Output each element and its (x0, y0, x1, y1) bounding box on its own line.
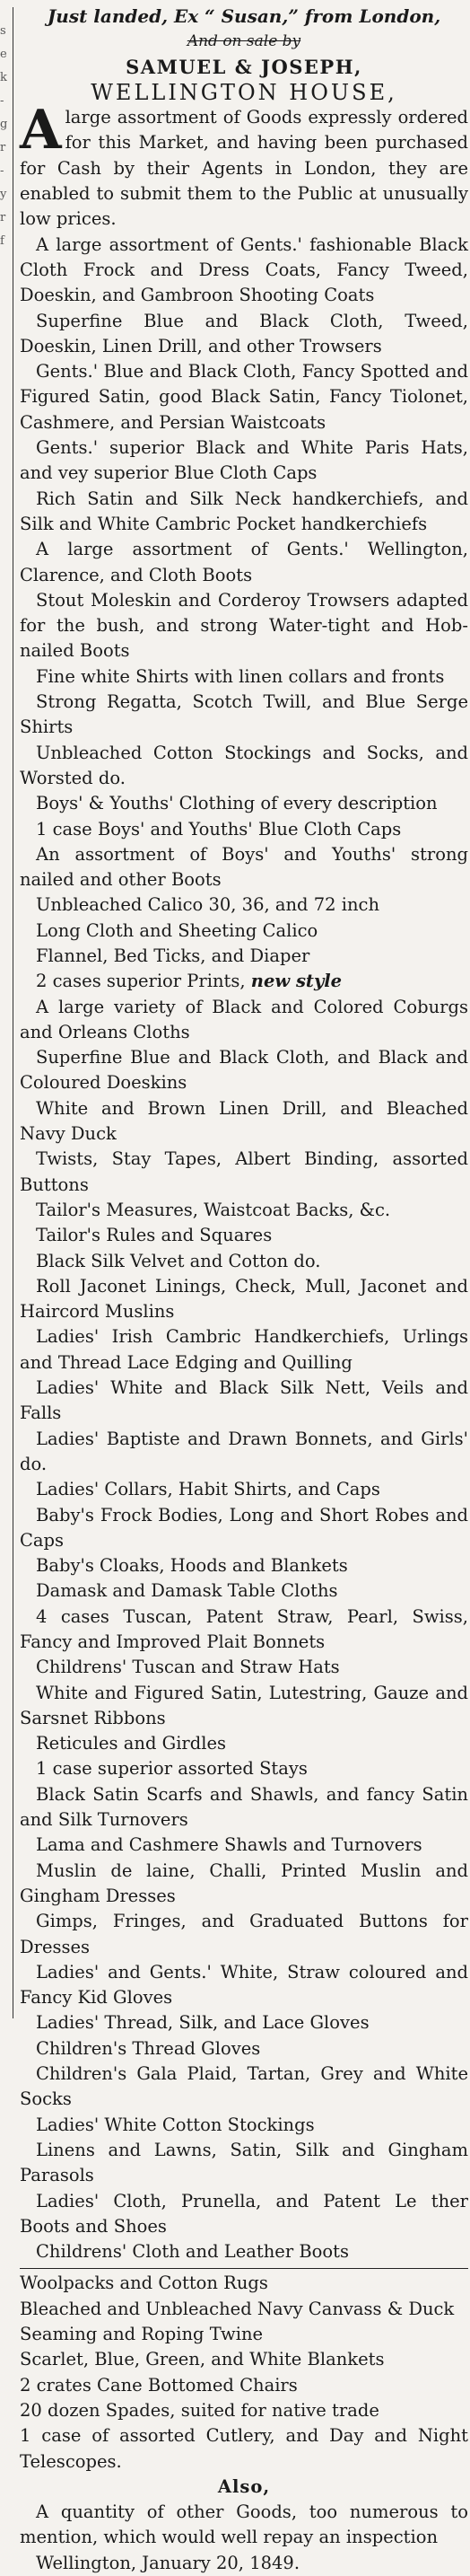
goods-item (20, 1833, 468, 1858)
goods-item-text: Ladies' Cloth, Prunella, and Patent Le ther Boots and Shoes (20, 2190, 468, 2237)
goods-item (20, 1782, 468, 1833)
intro-paragraph (20, 99, 468, 232)
goods-item-text: Flannel, Bed Ticks, and Diaper (36, 945, 310, 966)
goods-item-text: Twists, Stay Tapes, Albert Binding, assorted Buttons (20, 1148, 468, 1195)
intro-text: large assortment of Goods expressly ordered for this Market, and having been purchased for Cash by their Agents in London, they are enabled to submit them to the Public at unusually low prices. (20, 107, 468, 230)
gutter-fragment: r (0, 211, 6, 224)
goods-item-text: 2 crates Cane Bottomed Chairs (20, 2374, 298, 2396)
goods-item (20, 2322, 468, 2347)
goods-item-text: Muslin de laine, Challi, Printed Muslin and Gingham Dresses (20, 1859, 468, 1906)
goods-item (20, 537, 468, 588)
goods-item-text: Ladies' Thread, Silk, and Lace Gloves (36, 2012, 370, 2034)
goods-item-text: 1 case superior assorted Stays (36, 1758, 308, 1780)
goods-item (20, 1427, 468, 1478)
goods-item (20, 487, 468, 538)
goods-item (20, 2138, 468, 2189)
goods-item (20, 1503, 468, 1554)
gutter-fragment: s (0, 24, 6, 38)
goods-item (20, 2398, 468, 2423)
goods-item-text: Boys' & Youths' Clothing of every description (36, 793, 438, 814)
goods-item-text: Ladies' White Cotton Stockings (36, 2114, 315, 2135)
gutter-fragment: y (0, 188, 7, 201)
goods-item (20, 944, 468, 969)
also-heading: Also, (217, 2475, 271, 2497)
goods-item (20, 2113, 468, 2138)
on-sale-line: And on sale by (187, 32, 301, 51)
goods-item-text: Ladies' and Gents.' White, Straw coloured and Fancy Kid Gloves (20, 1961, 468, 2009)
goods-item-text: Long Cloth and Sheeting Calico (36, 919, 318, 941)
goods-item-text: Tailor's Rules and Squares (36, 1225, 273, 1246)
goods-item (20, 1198, 468, 1223)
goods-item-text: Woolpacks and Cotton Rugs (20, 2273, 268, 2294)
goods-item (20, 2062, 468, 2113)
goods-item-text: Black Satin Scarfs and Shawls, and fancy Satin and Silk Turnovers (20, 1783, 468, 1831)
goods-item-text: 4 cases Tuscan, Patent Straw, Pearl, Swiss, Fancy and Improved Plait Bonnets (20, 1605, 468, 1652)
gutter-fragment: - (0, 164, 4, 178)
goods-item-text: Gents.' Blue and Black Cloth, Fancy Spotted and Figured Satin, good Black Satin, Fancy Tiolonet, Cashmere, and Persian Waistcoats (20, 361, 468, 433)
goods-item (20, 1859, 468, 1910)
goods-item-text: Unbleached Cotton Stockings and Socks, and Worsted do. (20, 742, 468, 788)
goods-item-text: Children's Thread Gloves (36, 2037, 261, 2059)
goods-item-text: Strong Regatta, Scotch Twill, and Blue Serge Shirts (20, 691, 468, 738)
goods-item-text: Roll Jaconet Linings, Check, Mull, Jaconet and Haircord Muslins (20, 1275, 468, 1323)
gutter-fragment: r (0, 141, 6, 154)
goods-item-text: Bleached and Unbleached Navy Canvass & Duck (20, 2298, 455, 2319)
goods-item (20, 1909, 468, 1960)
goods-item-text: Gimps, Fringes, and Graduated Buttons for Dresses (20, 1911, 468, 1957)
goods-item-text: Tailor's Measures, Waistcoat Backs, &c. (36, 1199, 391, 1220)
goods-item-text: Superfine Blue and Black Cloth, Tweed, Doeskin, Linen Drill, and other Trowsers (20, 310, 468, 356)
goods-item-text: Reticules and Girdles (36, 1733, 227, 1754)
goods-item-text: 2 cases superior Prints, (36, 971, 246, 992)
goods-item-text: Scarlet, Blue, Green, and White Blankets (20, 2349, 385, 2370)
goods-item (20, 1096, 468, 1147)
goods-item (20, 309, 468, 360)
goods-item-text: 1 case Boys' and Youths' Blue Cloth Caps (36, 818, 402, 840)
goods-item (20, 1655, 468, 1680)
goods-item (20, 1223, 468, 1248)
goods-item-text: 20 dozen Spades, suited for native trade (20, 2399, 379, 2421)
goods-item-prints (20, 969, 468, 994)
goods-item (20, 791, 468, 816)
goods-item-text: White and Brown Linen Drill, and Bleached Navy Duck (20, 1097, 468, 1145)
goods-item-text: Black Silk Velvet and Cotton do. (36, 1250, 321, 1271)
goods-item (20, 1578, 468, 1604)
emphasis-text: new style (250, 971, 343, 992)
goods-item-text: A large assortment of Gents.' Wellington, Clarence, and Cloth Boots (20, 539, 468, 585)
goods-item (20, 1045, 468, 1096)
goods-item (20, 1553, 468, 1578)
gutter-fragment: f (0, 234, 4, 248)
goods-item-text: Ladies' Collars, Habit Shirts, and Caps (36, 1479, 380, 1500)
goods-item (20, 690, 468, 741)
goods-item (20, 1249, 468, 1274)
merchant-name: SAMUEL & JOSEPH, (126, 55, 362, 78)
goods-item (20, 1376, 468, 1427)
gutter-fragment: g (0, 118, 8, 131)
goods-item (20, 741, 468, 792)
goods-item-text: Baby's Frock Bodies, Long and Short Robes and Caps (20, 1504, 468, 1551)
section-divider (20, 2268, 468, 2269)
goods-item-text: Rich Satin and Silk Neck handkerchiefs, and Silk and White Cambric Pocket handkerchiefs (20, 488, 468, 534)
goods-item (20, 842, 468, 893)
goods-item (20, 2239, 468, 2264)
dateline: Wellington, January 20, 1849. (36, 2552, 300, 2573)
goods-item (20, 2347, 468, 2372)
goods-item-text: White and Figured Satin, Lutestring, Gauze and Sarsnet Ribbons (20, 1682, 468, 1728)
goods-item (20, 2423, 468, 2475)
goods-item (20, 892, 468, 918)
goods-item-text: Childrens' Cloth and Leather Boots (36, 2241, 350, 2263)
arrival-line: Just landed, Ex “ Susan,” from London, (47, 5, 441, 27)
drop-cap: A (20, 99, 62, 163)
goods-item-text: Ladies' White and Black Silk Nett, Veils and Falls (20, 1377, 468, 1424)
goods-item (20, 1274, 468, 1325)
goods-item (20, 1605, 468, 1656)
goods-item-text: Gents.' superior Black and White Paris Hats, and vey superior Blue Cloth Caps (20, 437, 468, 484)
goods-item-text: An assortment of Boys' and Youths' strong nailed and other Boots (20, 843, 468, 891)
goods-item (20, 664, 468, 690)
goods-item (20, 919, 468, 944)
gutter-fragment: - (0, 94, 4, 108)
goods-item-text: A large variety of Black and Colored Coburgs and Orleans Cloths (20, 996, 468, 1042)
goods-item (20, 817, 468, 842)
store-name: WELLINGTON HOUSE, (91, 79, 397, 105)
goods-item-text: Ladies' Irish Cambric Handkerchiefs, Urlings and Thread Lace Edging and Quilling (20, 1326, 468, 1373)
goods-item (20, 1324, 468, 1376)
goods-item (20, 1681, 468, 1732)
goods-item (20, 233, 468, 309)
goods-list (20, 233, 468, 2265)
gutter-fragment: k (0, 71, 7, 84)
goods-item (20, 1147, 468, 1198)
gutter-fragment: e (0, 48, 7, 61)
goods-item-text: Lama and Cashmere Shawls and Turnovers (36, 1834, 422, 1856)
goods-item-text: Ladies' Baptiste and Drawn Bonnets, and Girls' do. (20, 1428, 468, 1474)
goods-item-text: Unbleached Calico 30, 36, and 72 inch (36, 894, 380, 916)
goods-item (20, 2036, 468, 2062)
goods-item-text: Baby's Cloaks, Hoods and Blankets (36, 1555, 348, 1577)
closing-text: A quantity of other Goods, too numerous to mention, which would well repay an inspection (20, 2501, 468, 2548)
goods-item (20, 995, 468, 1046)
goods-item-text: Linens and Lawns, Satin, Silk and Gingham Parasols (20, 2139, 468, 2186)
goods-item-text: Childrens' Tuscan and Straw Hats (36, 1657, 340, 1678)
goods-item (20, 2189, 468, 2240)
goods-item-text: Damask and Damask Table Cloths (36, 1580, 338, 1602)
goods-item (20, 2271, 468, 2296)
goods-item-text: Stout Moleskin and Corderoy Trowsers adapted for the bush, and strong Water-tight and Hob-nailed Boots (20, 589, 468, 662)
goods-item-text: Fine white Shirts with linen collars and fronts (36, 665, 445, 687)
advertisement-column (20, 4, 468, 2573)
goods-item (20, 2010, 468, 2035)
goods-list-continued (20, 2271, 468, 2474)
goods-item (20, 1731, 468, 1756)
goods-item-text: A large assortment of Gents.' fashionable Black Cloth Frock and Dress Coats, Fancy Tweed, Doeskin, and Gambroon Shooting Coats (20, 233, 468, 306)
goods-item (20, 1960, 468, 2011)
goods-item (20, 435, 468, 487)
goods-item-text: 1 case of assorted Cutlery, and Day and Night Telescopes. (20, 2425, 468, 2472)
goods-item (20, 588, 468, 664)
goods-item (20, 1477, 468, 1502)
goods-item (20, 2297, 468, 2322)
goods-item-text: Superfine Blue and Black Cloth, and Black and Coloured Doeskins (20, 1047, 468, 1094)
adjacent-column-fragments (0, 20, 9, 253)
goods-item (20, 359, 468, 435)
goods-item-text: Children's Gala Plaid, Tartan, Grey and White Socks (20, 2063, 468, 2110)
goods-item (20, 1756, 468, 1781)
goods-item-text: Seaming and Roping Twine (20, 2324, 264, 2345)
goods-item (20, 2373, 468, 2398)
